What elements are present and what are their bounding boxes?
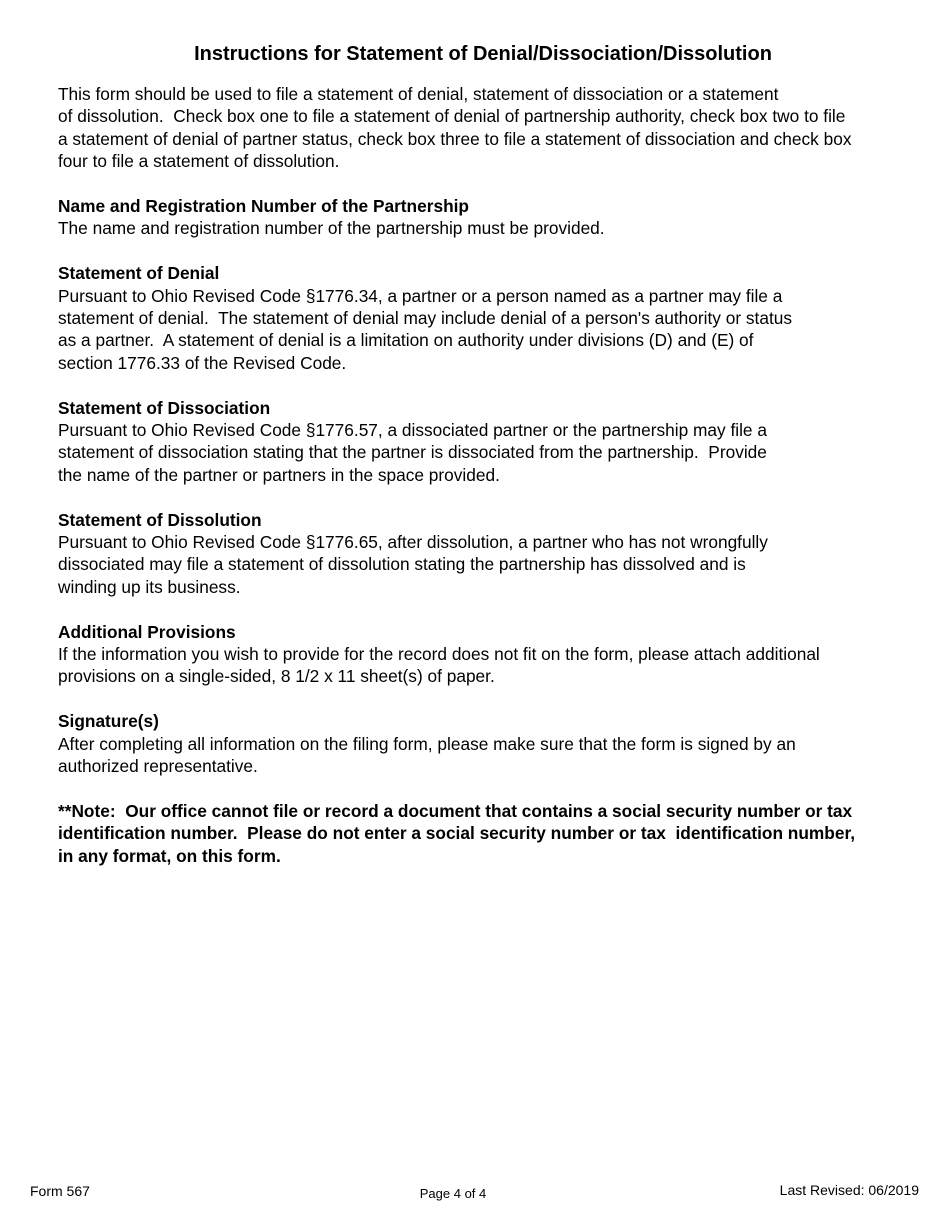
section-text-line: After completing all information on the filing form, please make sure that the form is signed by an (58, 733, 796, 754)
section-heading: Additional Provisions (58, 621, 236, 642)
section-heading: Name and Registration Number of the Partnership (58, 196, 469, 217)
intro-line: a statement of denial of partner status, check box three to file a statement of dissociation and check box (58, 128, 852, 149)
section-statement-of-denial (58, 262, 928, 374)
section-text-line: statement of denial. The statement of denial may include denial of a person's authority or status (58, 308, 793, 329)
section-statement-of-dissociation (58, 397, 928, 487)
note-line: **Note: Our office cannot file or record a document that contains a social security number or tax (58, 800, 853, 821)
section-heading: Statement of Dissolution (58, 509, 262, 530)
section-text-line: as a partner. A statement of denial is a limitation on authority under divisions (D) and (E) of (58, 330, 754, 351)
ssn-note (58, 800, 928, 867)
section-heading: Statement of Dissociation (58, 397, 271, 418)
intro-paragraph (58, 83, 928, 173)
note-line: in any format, on this form. (58, 845, 281, 866)
section-text-line: Pursuant to Ohio Revised Code §1776.57, a dissociated partner or the partnership may file a (58, 420, 767, 441)
intro-line: This form should be used to file a statement of denial, statement of dissociation or a statement (58, 84, 779, 104)
section-additional-provisions (58, 621, 928, 688)
instructions-body (58, 83, 928, 867)
footer-last-revised: Last Revised: 06/2019 (779, 1182, 919, 1198)
section-text-line: authorized representative. (58, 756, 258, 777)
section-text-line: provisions on a single-sided, 8 1/2 x 11 sheet(s) of paper. (58, 666, 495, 687)
footer-form-number: Form 567 (30, 1183, 90, 1199)
section-statement-of-dissolution (58, 509, 928, 599)
section-heading: Signature(s) (58, 711, 159, 732)
note-line: identification number. Please do not enter a social security number or tax identification number, (58, 823, 856, 844)
section-text-line: If the information you wish to provide for the record does not fit on the form, please attach additional (58, 644, 820, 665)
section-text-line: Pursuant to Ohio Revised Code §1776.34, a partner or a person named as a partner may file a (58, 285, 783, 306)
page-title: Instructions for Statement of Denial/Dissociation/Dissolution (194, 43, 772, 65)
footer-page-number: Page 4 of 4 (419, 1186, 487, 1201)
section-signatures (58, 710, 928, 777)
section-text-line: The name and registration number of the partnership must be provided. (58, 218, 605, 239)
section-heading: Statement of Denial (58, 263, 220, 284)
section-text-line: statement of dissociation stating that the partner is dissociated from the partnership. Provide (58, 442, 767, 463)
section-text-line: Pursuant to Ohio Revised Code §1776.65, after dissolution, a partner who has not wrongfully (58, 532, 768, 553)
section-text-line: section 1776.33 of the Revised Code. (58, 352, 347, 373)
intro-line: four to file a statement of dissolution. (58, 151, 340, 172)
section-text-line: the name of the partner or partners in the space provided. (58, 464, 500, 485)
section-text-line: winding up its business. (58, 576, 241, 597)
intro-line: of dissolution. Check box one to file a statement of denial of partnership authority, check box two to file (58, 106, 846, 127)
section-text-line: dissociated may file a statement of dissolution stating the partnership has dissolved and is (58, 554, 746, 575)
section-name-registration (58, 195, 928, 240)
